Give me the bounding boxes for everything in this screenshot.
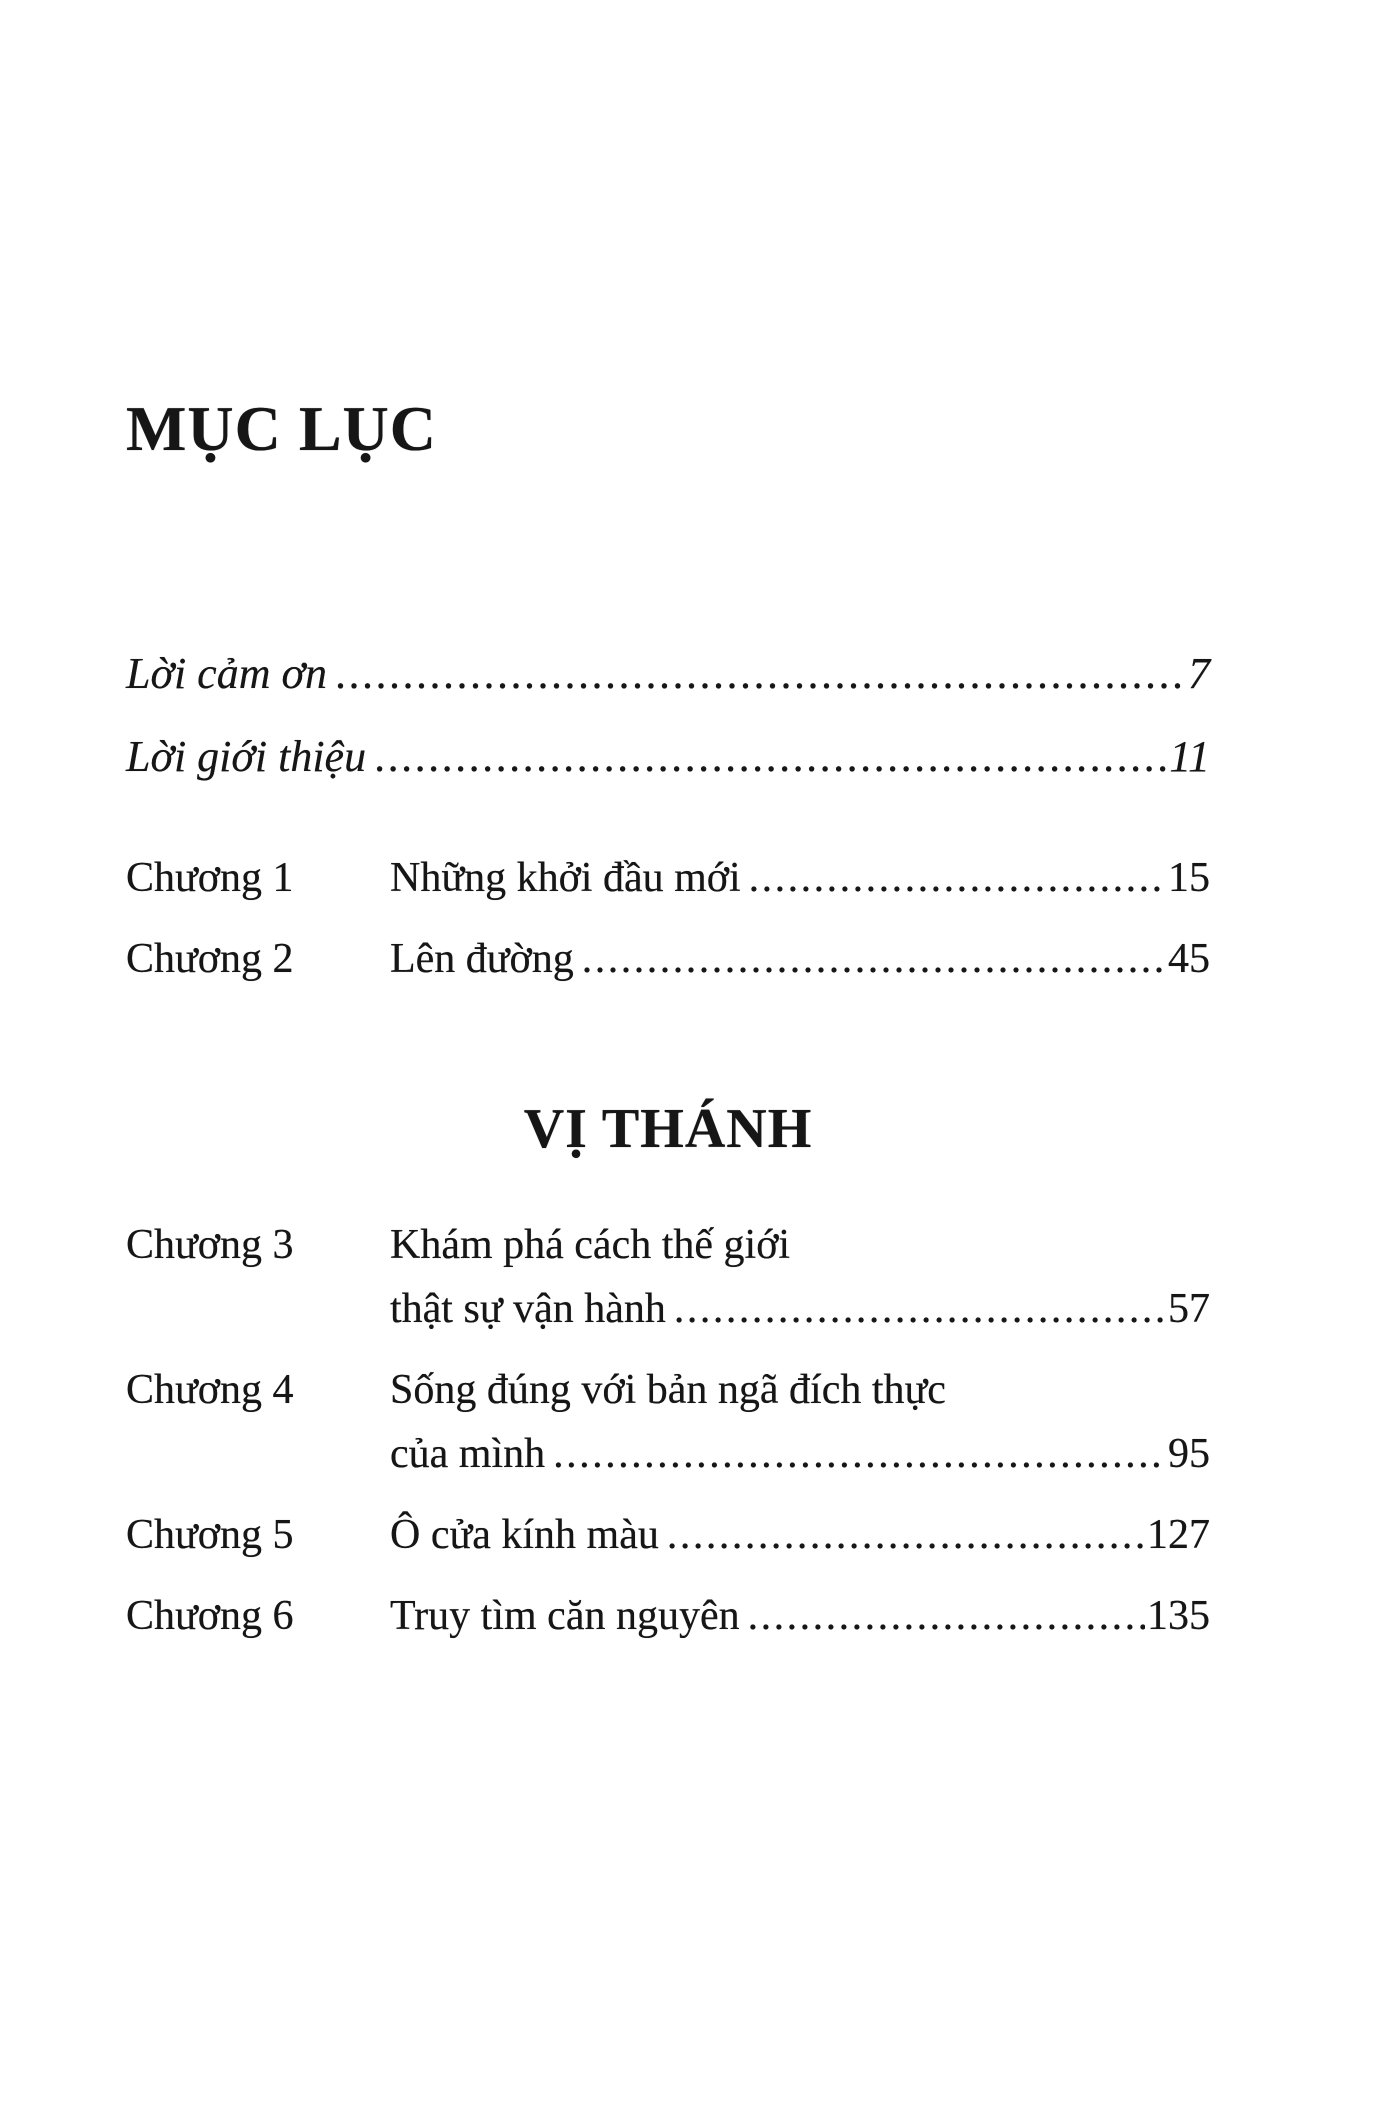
dot-leader <box>749 846 1166 910</box>
entry-title: Lời giới thiệu <box>126 732 367 781</box>
chapter-label: Chương 4 <box>126 1367 294 1413</box>
chapter-label: Chương 5 <box>126 1512 294 1558</box>
page-title: MỤC LỤC <box>126 393 437 464</box>
chapter-label: Chương 2 <box>126 936 294 982</box>
page-number: 57 <box>1168 1286 1210 1332</box>
entry-title: Lời cảm ơn <box>126 649 327 698</box>
chapter-label: Chương 1 <box>126 855 294 901</box>
page-number: 15 <box>1168 855 1210 901</box>
page-number: 11 <box>1169 732 1210 781</box>
dot-leader <box>553 1422 1166 1486</box>
entry-line <box>390 1503 1210 1567</box>
dot-leader <box>374 725 1167 788</box>
toc-entry-introduction <box>126 725 1210 788</box>
chapter-label: Chương 6 <box>126 1593 294 1639</box>
entry-line <box>390 1277 1210 1341</box>
toc-entry-acknowledgements <box>126 642 1210 705</box>
dot-leader <box>748 1584 1145 1648</box>
entry-title: Sống đúng với bản ngã đích thực <box>390 1367 946 1413</box>
entry-title: Ô cửa kính màu <box>390 1512 659 1558</box>
chapter-label: Chương 3 <box>126 1222 294 1268</box>
chapters-section-1 <box>126 846 1210 991</box>
chapter-entry <box>390 927 1210 991</box>
toc-content <box>126 0 1210 1648</box>
chapter-entry <box>390 846 1210 910</box>
entry-title: Khám phá cách thế giới <box>390 1222 791 1268</box>
dot-leader <box>667 1503 1145 1567</box>
dot-leader <box>582 927 1166 991</box>
entry-title: Lên đường <box>390 936 574 982</box>
page-number: 7 <box>1188 649 1210 698</box>
entry-title: thật sự vận hành <box>390 1286 666 1332</box>
chapters-section-2 <box>126 1213 1210 1648</box>
entry-title: Những khởi đầu mới <box>390 855 741 901</box>
entry-line <box>390 1422 1210 1486</box>
chapter-entry <box>390 1358 1210 1486</box>
dot-leader <box>335 642 1186 705</box>
toc-row-chapter-1 <box>126 846 1210 910</box>
section-heading: VỊ THÁNH <box>523 1098 813 1160</box>
page-number: 45 <box>1168 936 1210 982</box>
chapter-entry <box>390 1213 1210 1341</box>
entry-line <box>390 1213 1210 1277</box>
chapter-entry <box>390 1584 1210 1648</box>
toc-row-chapter-6 <box>126 1584 1210 1648</box>
page-number: 135 <box>1147 1593 1210 1639</box>
front-matter-section <box>126 642 1210 788</box>
entry-title: Truy tìm căn nguyên <box>390 1593 740 1639</box>
entry-title: của mình <box>390 1431 546 1477</box>
entry-line <box>390 846 1210 910</box>
toc-row-chapter-2 <box>126 927 1210 991</box>
toc-row-chapter-4 <box>126 1358 1210 1486</box>
toc-row-chapter-5 <box>126 1503 1210 1567</box>
entry-line <box>390 1584 1210 1648</box>
chapter-entry <box>390 1503 1210 1567</box>
dot-leader <box>674 1277 1166 1341</box>
page-number: 95 <box>1168 1431 1210 1477</box>
page-number: 127 <box>1147 1512 1210 1558</box>
entry-line <box>390 927 1210 991</box>
entry-line <box>390 1358 1210 1422</box>
toc-row-chapter-3 <box>126 1213 1210 1341</box>
